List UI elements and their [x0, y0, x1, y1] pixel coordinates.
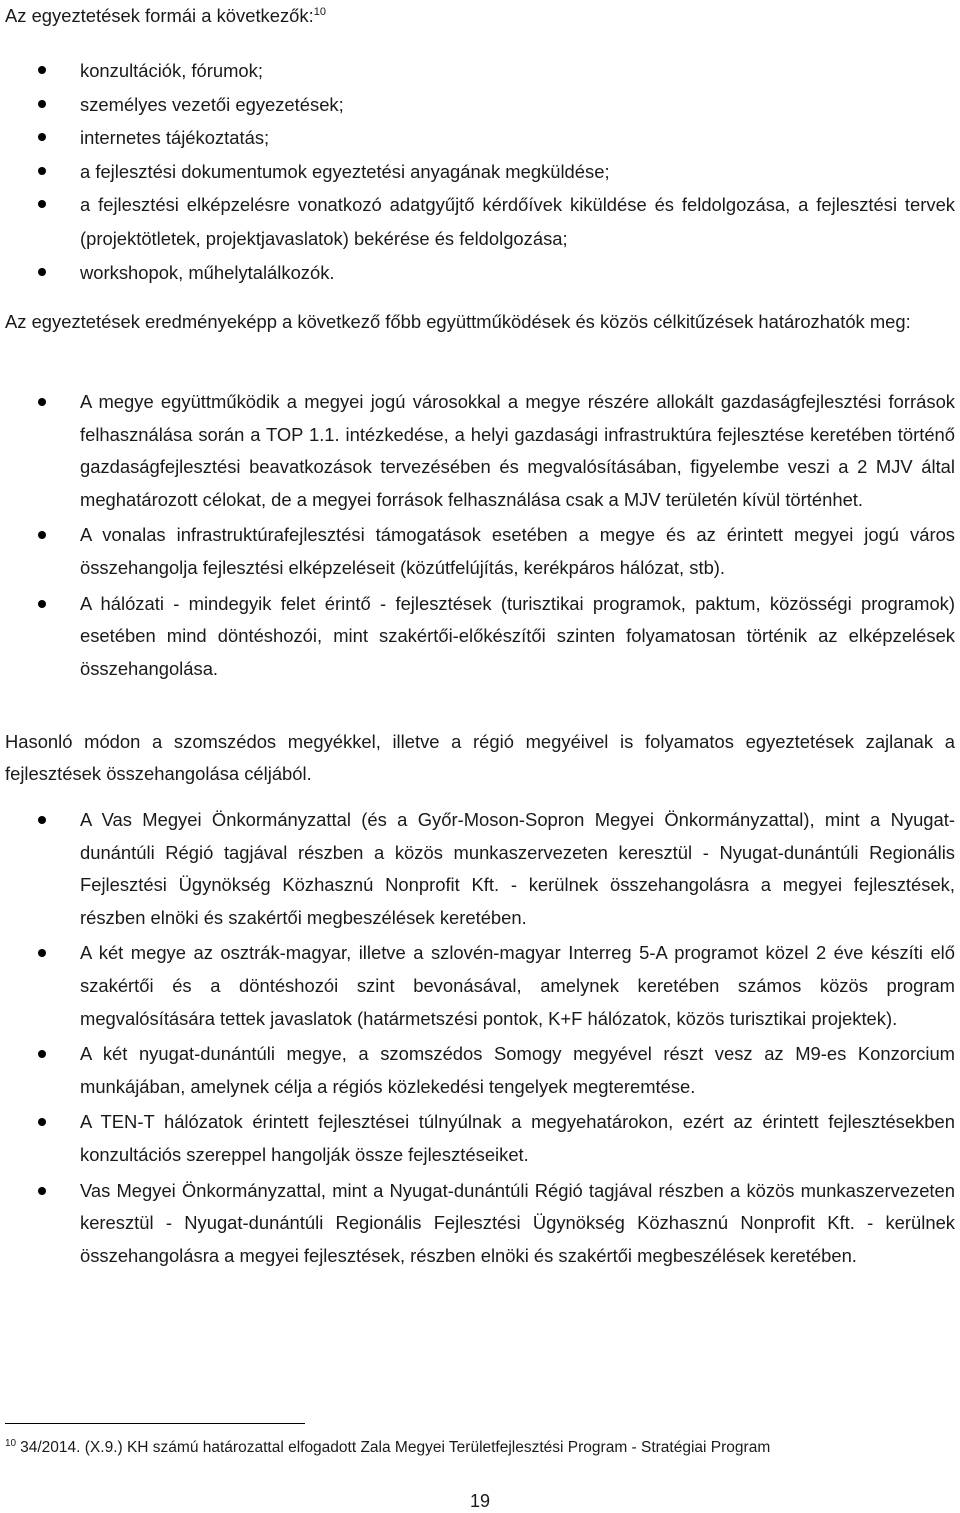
footnote-number: 10 — [5, 1437, 17, 1449]
bullet-icon — [38, 66, 46, 74]
bullet-icon — [38, 100, 46, 108]
section-heading — [5, 0, 955, 32]
bullet-icon — [38, 1050, 46, 1058]
bullet-icon — [38, 949, 46, 957]
list-item-text: Vas Megyei Önkormányzattal, mint a Nyugat-dunántúli Régió tagjával részben a közös munkaszervezeten keresztül - Nyugat-dunántúli Regionális Fejlesztési Ügynökség Közhasznú Nonprofit Kft. - kerülnek összehangolásra a megyei fejlesztések, részben elnöki és szakértői megbeszélések keretében. — [80, 1179, 955, 1266]
list-item-text: a fejlesztési elképzelésre vonatkozó adatgyűjtő kérdőívek kiküldése és feldolgozása, a fejlesztési tervek (projektötletek, projektjavaslatok) bekérése és feldolgozása; — [80, 194, 955, 249]
list-item — [0, 54, 955, 88]
list-item — [0, 804, 955, 934]
heading-text: Az egyeztetések formái a következők: — [5, 5, 314, 26]
bullet-icon — [38, 816, 46, 824]
list-item — [0, 188, 955, 255]
list-item — [0, 1038, 955, 1103]
list-item-text: A vonalas infrastruktúrafejlesztési támogatások esetében a megye és az érintett megyei jogú város összehangolja fejlesztési elképzeléseit (közútfelújítás, kerékpáros hálózat, stb). — [80, 524, 955, 578]
list-item — [0, 1106, 955, 1171]
list-item — [0, 256, 955, 290]
list-item-text: A két nyugat-dunántúli megye, a szomszédos Somogy megyével részt vesz az M9-es Konzorcium munkájában, amelynek célja a régiós közlekedési tengelyek megteremtése. — [80, 1043, 955, 1097]
bullet-icon — [38, 398, 46, 406]
bullet-icon — [38, 1118, 46, 1126]
list-item — [0, 155, 955, 189]
footnote — [5, 1436, 955, 1460]
list-item — [0, 1175, 955, 1273]
list-item — [0, 88, 955, 122]
list-item-text: A két megye az osztrák-magyar, illetve a szlovén-magyar Interreg 5-A programot közel 2 éve készíti elő szakértői és a döntéshozói szint bevonásával, amelynek keretében számos közös program megvalósítására tettek javaslatok (határmetszési pontok, K+F hálózatok, közös turisztikai projektek). — [80, 942, 955, 1029]
list-item — [0, 588, 955, 686]
list-item — [0, 386, 955, 516]
list-item — [0, 519, 955, 584]
list-item-text: személyes vezetői egyezetések; — [80, 93, 344, 115]
bullet-icon — [38, 600, 46, 608]
list-item-text: A TEN-T hálózatok érintett fejlesztései túlnyúlnak a megyehatárokon, ezért az érintett fejlesztésekben konzultációs szereppel hangolják össze fejlesztéseiket. — [80, 1111, 955, 1165]
footnote-text: 34/2014. (X.9.) KH számú határozattal elfogadott Zala Megyei Területfejlesztési Program - Stratégiai Program — [20, 1439, 771, 1456]
results-paragraph: Az egyeztetések eredményeképp a következő főbb együttműködések és közös célkitűzések határozhatók meg: — [5, 311, 911, 332]
neighbor-counties-paragraph: Hasonló módon a szomszédos megyékkel, illetve a régió megyéivel is folyamatos egyeztetések zajlanak a fejlesztések összehangolása céljából. — [5, 731, 955, 784]
list-item — [0, 121, 955, 155]
bullet-icon — [38, 200, 46, 208]
list-item — [0, 937, 955, 1035]
bullet-icon — [38, 531, 46, 539]
list-item-text: A Vas Megyei Önkormányzattal (és a Győr-Moson-Sopron Megyei Önkormányzattal), mint a Nyugat-dunántúli Régió tagjával részben a közös munkaszervezeten keresztül - Nyugat-dunántúli Regionális Fejlesztési Ügynökség Közhasznú Nonprofit Kft. - kerülnek összehangolásra a megyei fejlesztések, részben elnöki és szakértői megbeszélések keretében. — [80, 809, 955, 928]
bullet-icon — [38, 1187, 46, 1195]
list-item-text: A hálózati - mindegyik felet érintő - fejlesztések (turisztikai programok, paktum, közösségi programok) esetében mind döntéshozói, mint szakértői-előkészítői szinten folyamatosan történik az elképzelések összehangolása. — [80, 592, 955, 679]
footnote-reference: 10 — [313, 5, 326, 18]
regional-cooperation-list — [0, 804, 955, 1275]
list-item-text: konzultációk, fórumok; — [80, 60, 263, 81]
footnote-divider — [5, 1423, 305, 1424]
list-item-text: workshopok, műhelytalálkozók. — [80, 261, 335, 283]
bullet-icon — [38, 133, 46, 141]
bullet-icon — [38, 167, 46, 175]
list-item-text: A megye együttműködik a megyei jogú városokkal a megye részére allokált gazdaságfejlesztési források felhasználása során a TOP 1.1. intézkedése, a helyi gazdasági infrastruktúra fejlesztése keretében történő gazdaságfejlesztési beavatkozások tervezésében és megvalósításában, figyelembe veszi a 2 MJV által meghatározott célokat, de a megyei források felhasználása csak a MJV területén kívül történhet. — [80, 391, 955, 510]
cooperation-list — [0, 386, 955, 688]
list-item-text: internetes tájékoztatás; — [80, 127, 270, 149]
list-item-text: a fejlesztési dokumentumok egyeztetési anyagának megküldése; — [80, 160, 610, 182]
bullet-icon — [38, 268, 46, 276]
page-number: 19 — [469, 1491, 491, 1511]
consultation-forms-list — [0, 54, 955, 289]
